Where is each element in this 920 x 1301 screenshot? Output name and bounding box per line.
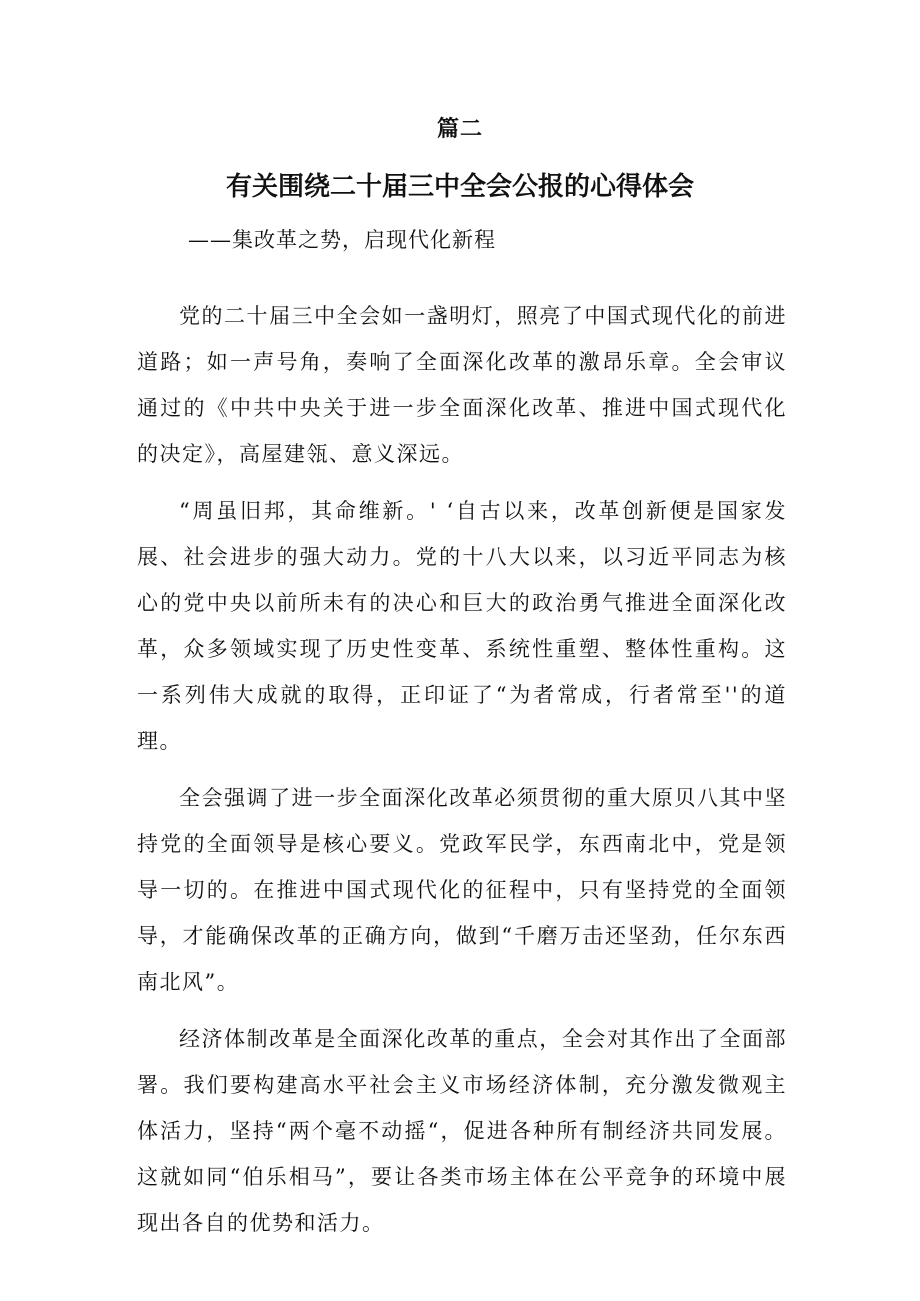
paragraph-4: 经济体制改革是全面深化改革的重点，全会对其作出了全面部署。我们要构建高水平社会主义市场经济体制，充分激发微观主体活力，坚持“两个毫不动摇“，促进各种所有制经济共同发展。这就如同“伯乐相马”，要让各类市场主体在公平竞争的环境中展现出各自的优势和活力。	[137, 1027, 787, 1235]
document-title: 有关围绕二十届三中全会公报的心得体会	[225, 172, 694, 202]
paragraph-2: “周虽旧邦，其命维新。' ‘自古以来，改革创新便是国家发展、社会进步的强大动力。党的十八大以来，以习近平同志为核心的党中央以前所未有的决心和巨大的政治勇气推进全面深化改革，众多领域实现了历史性变革、系统性重塑、整体性重构。这一系列伟大成就的取得，正印证了“为者常成，行者常至''的道理。	[137, 499, 787, 753]
document-subtitle: ——集改革之势，启现代化新程	[188, 228, 496, 252]
paragraph-1: 党的二十届三中全会如一盏明灯，照亮了中国式现代化的前进道路；如一声号角，奏响了全面深化改革的激昂乐章。全会审议通过的《中共中央关于进一步全面深化改革、推进中国式现代化的决定》，高屋建瓴、意义深远。	[137, 304, 787, 466]
section-label: 篇二	[436, 117, 483, 142]
paragraph-3: 全会强调了进一步全面深化改革必须贯彻的重大原贝八其中坚持党的全面领导是核心要义。党政军民学，东西南北中，党是领导一切的。在推进中国式现代化的征程中，只有坚持党的全面领导，才能确保改革的正确方向，做到“千磨万击还坚劲，任尔东西南北风”。	[137, 786, 787, 994]
